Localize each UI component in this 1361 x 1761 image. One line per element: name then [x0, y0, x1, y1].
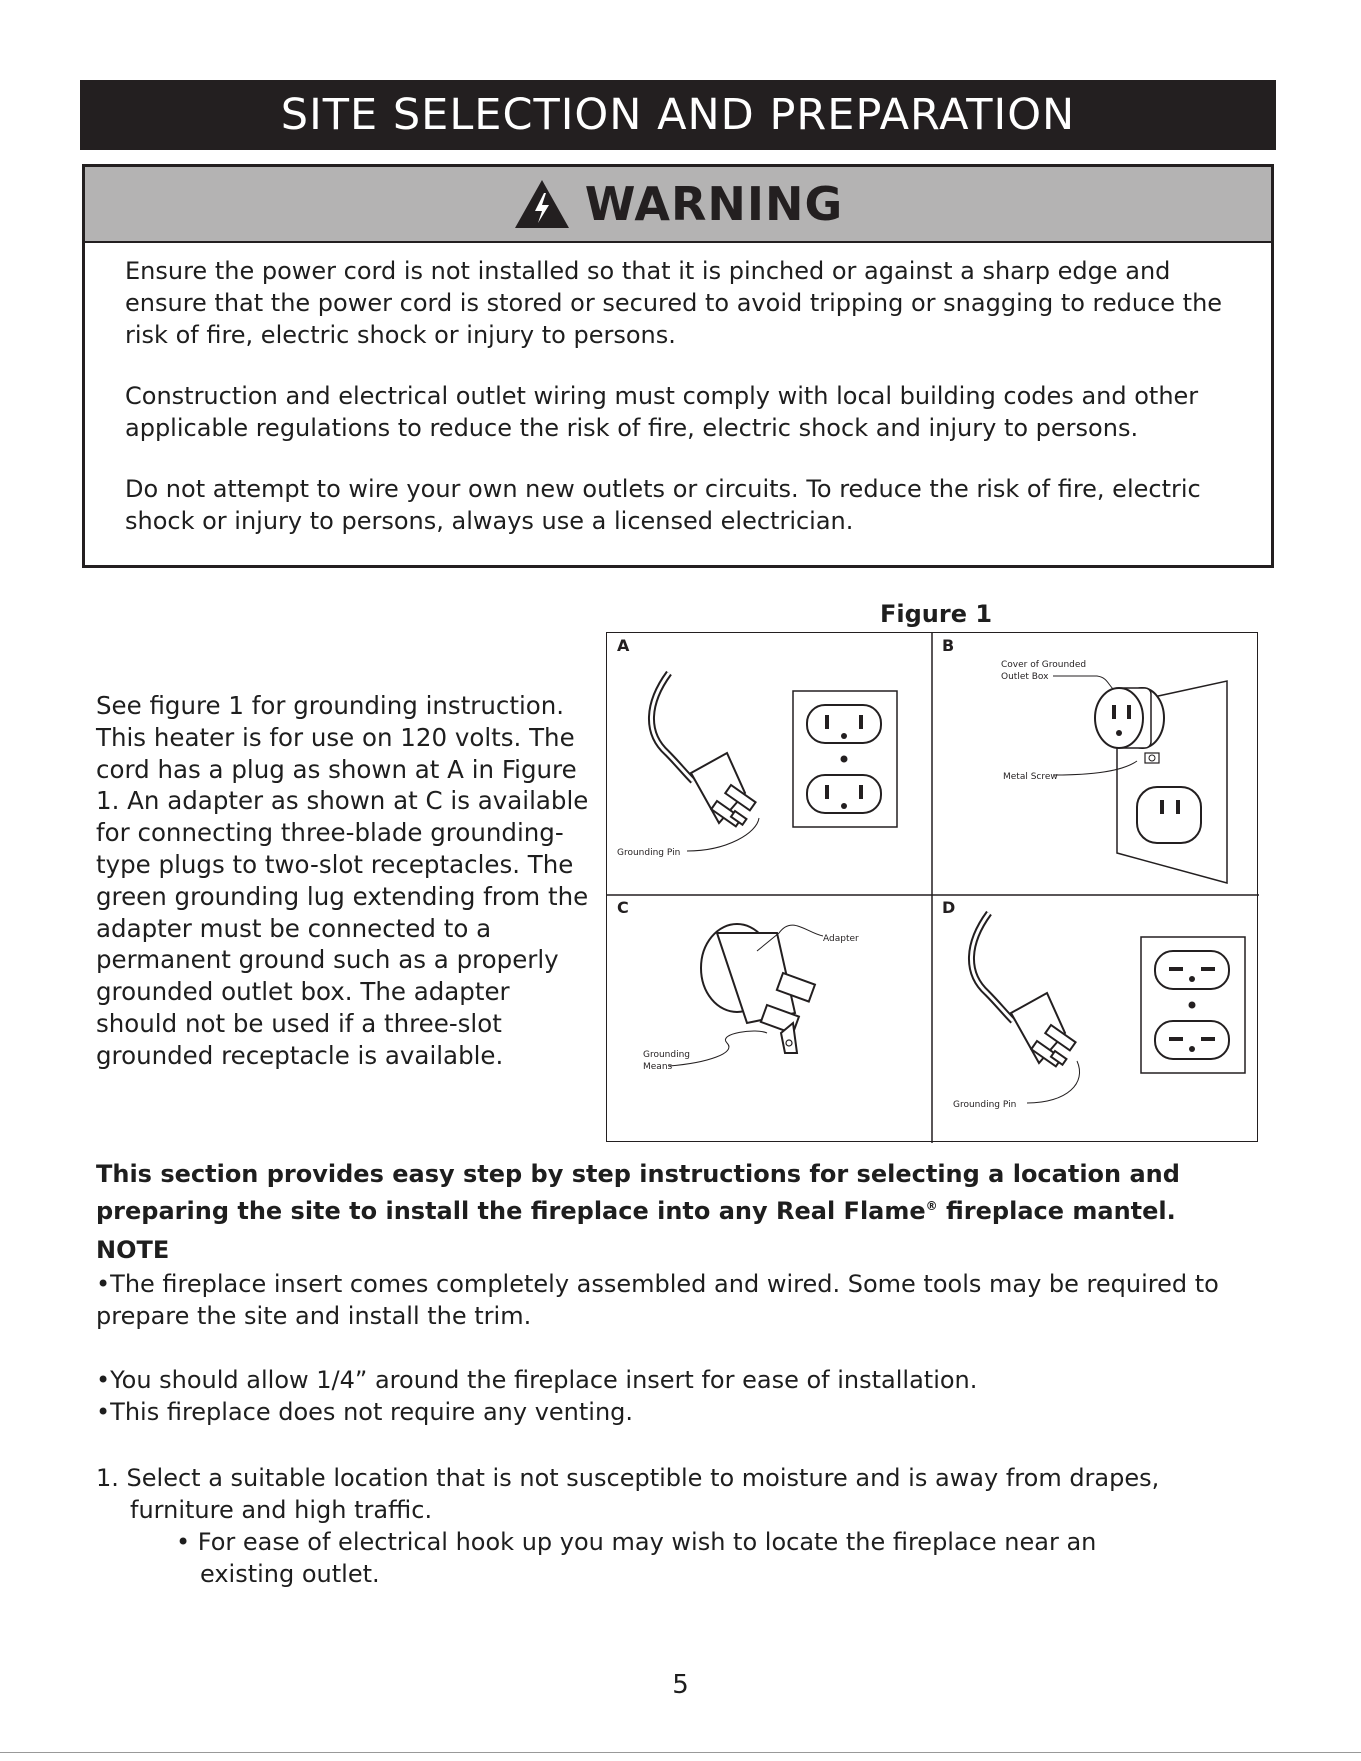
grounding-pin-label-d: Grounding Pin	[953, 1100, 1017, 1110]
page-number: 5	[672, 1670, 689, 1700]
intro-tail: fireplace mantel.	[937, 1197, 1176, 1225]
note-heading: NOTE	[96, 1236, 170, 1264]
page-header	[80, 80, 1276, 150]
step-1-subitem: • For ease of electrical hook up you may wish to locate the fireplace near an	[176, 1528, 1097, 1556]
grounding-pin-label-a: Grounding Pin	[617, 848, 681, 858]
step-1-text: 1. Select a suitable location that is not susceptible to moisture and is away from drapes,	[96, 1464, 1160, 1492]
step-1-subitem-cont: existing outlet.	[200, 1560, 380, 1588]
page-title: SITE SELECTION AND PREPARATION	[280, 90, 1076, 140]
warning-header	[85, 167, 1271, 243]
bottom-rule	[0, 1752, 1361, 1753]
warning-body	[85, 243, 1271, 537]
panel-c-letter: C	[617, 898, 629, 917]
outlet-a-icon	[793, 691, 897, 827]
figure-title: Figure 1	[880, 600, 993, 628]
warning-paragraph: Construction and electrical outlet wiring must comply with local building codes and other applicable regulations to reduce the risk of fire, electric shock and injury to persons.	[125, 382, 1199, 442]
outlet-d-icon	[1141, 937, 1245, 1073]
warning-paragraph: Ensure the power cord is not installed so that it is pinched or against a sharp edge and ensure that the power cord is stored or secured to avoid tripping or snagging to reduce the risk of fire, electric shock or injury to persons.	[125, 257, 1223, 349]
warning-paragraph: Do not attempt to wire your own new outlets or circuits. To reduce the risk of fire, electric shock or injury to persons, always use a licensed electrician.	[125, 475, 1201, 535]
panel-d-letter: D	[942, 898, 956, 917]
panel-b-letter: B	[942, 636, 955, 655]
grounding-figure	[606, 632, 1258, 1142]
step-1	[96, 1462, 1286, 1590]
note-item: •The fireplace insert comes completely assembled and wired. Some tools may be required to prepare the site and install the trim.	[96, 1270, 1219, 1330]
plug-d-icon	[971, 913, 1075, 1066]
grounding-means-label-line1: Grounding	[643, 1050, 691, 1060]
adapter-icon	[701, 924, 815, 1053]
panel-a-letter: A	[617, 636, 630, 655]
grounding-instructions: See figure 1 for grounding instruction. This heater is for use on 120 volts. The cord has a plug as shown at A in Figure 1. An adapter as shown at C is available for connecting three-blade grounding-type plugs to two-slot receptacles. The green grounding lug extending from the adapter must be connected to a permanent ground such as a properly grounded outlet box. The adapter should not be used if a three-slot grounded receptacle is available.	[96, 691, 589, 1070]
figure-drawing	[607, 633, 1259, 1143]
note-item: •This fireplace does not require any venting.	[96, 1398, 634, 1426]
warning-box	[82, 164, 1274, 568]
section-intro	[96, 1158, 1276, 1227]
note-list	[96, 1268, 1276, 1428]
cover-label-line1: Cover of Grounded	[1001, 660, 1087, 670]
note-item: •You should allow 1/4” around the fireplace insert for ease of installation.	[96, 1366, 978, 1394]
electrical-hazard-icon	[513, 178, 571, 230]
step-1-text-cont: furniture and high traffic.	[130, 1496, 433, 1524]
intro-text: This section provides easy step by step instructions for selecting a location and preparing the site to install the fireplace into any Real Flame	[96, 1160, 1180, 1225]
outlet-b-icon	[1095, 681, 1227, 883]
registered-mark: ®	[925, 1199, 938, 1213]
metal-screw-label: Metal Screw	[1003, 772, 1058, 782]
plug-a-icon	[651, 673, 755, 826]
grounding-means-label-line2: Means	[643, 1062, 673, 1072]
cover-label-line2: Outlet Box	[1001, 672, 1049, 682]
warning-title: WARNING	[584, 177, 844, 231]
adapter-label: Adapter	[823, 934, 859, 944]
